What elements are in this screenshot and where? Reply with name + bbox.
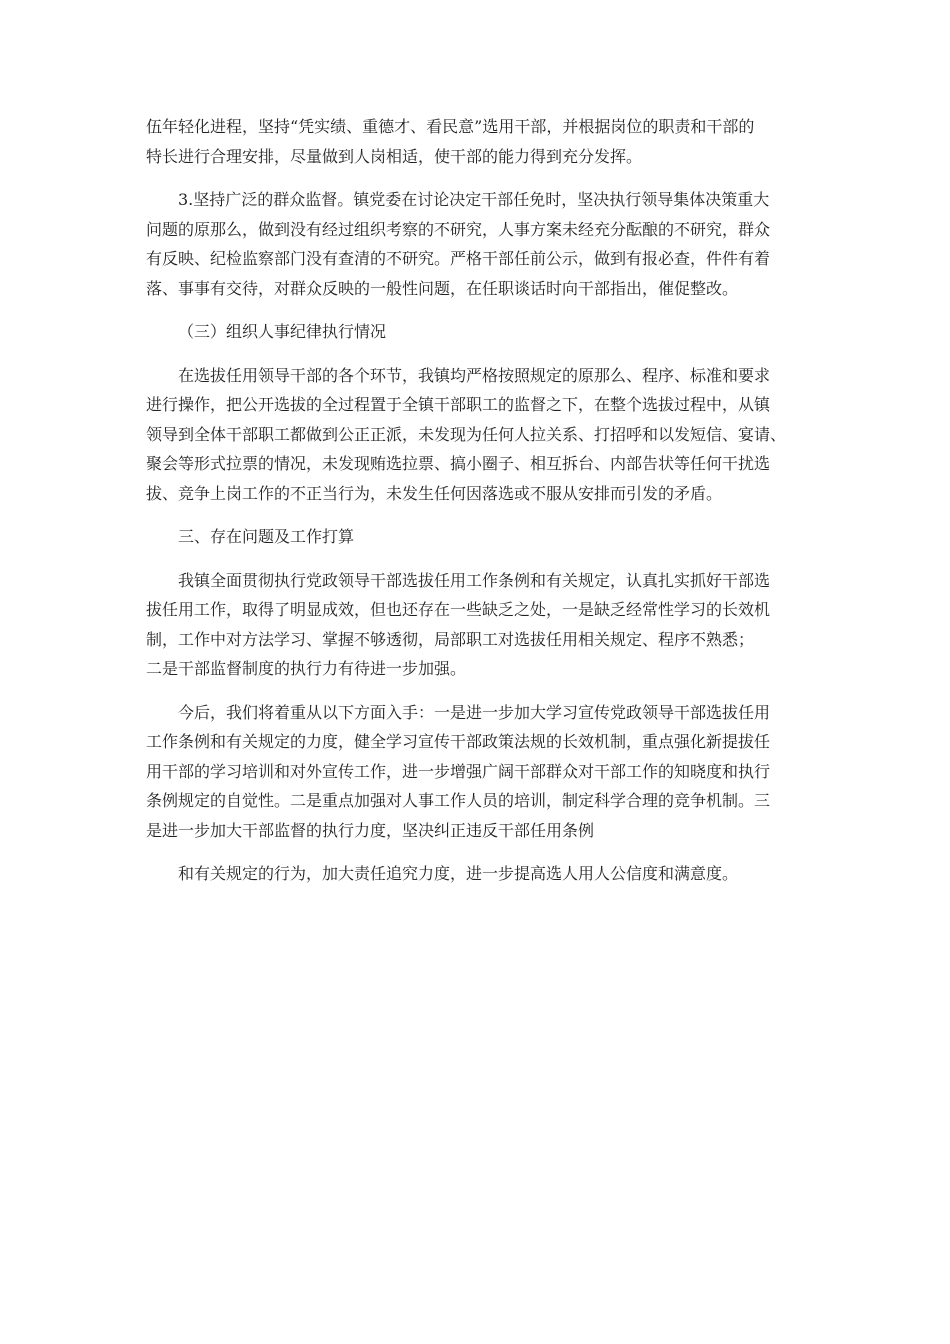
text-line: 有反映、纪检监察部门没有查清的不研究。严格干部任前公示，做到有报必查，件件有着	[146, 249, 771, 268]
text-line: 制，工作中对方法学习、掌握不够透彻，局部职工对选拔任用相关规定、程序不熟悉；	[146, 629, 755, 649]
text-line: 今后，我们将着重从以下方面入手：一是进一步加大学习宣传党政领导干部选拔任用	[178, 702, 771, 722]
text-line: 用干部的学习培训和对外宣传工作，进一步增强广阔干部群众对干部工作的知晓度和执行	[146, 761, 771, 781]
section-heading-problems-and-plans	[146, 522, 806, 552]
paragraph-cadre-selection-continued	[146, 112, 806, 171]
heading-text: 三、存在问题及工作打算	[178, 527, 355, 546]
text-line: 工作条例和有关规定的力度，健全学习宣传干部政策法规的长效机制，重点强化新提拔任	[146, 732, 771, 751]
text-line: 是进一步加大干部监督的执行力度，坚决纠正违反干部任用条例	[146, 820, 595, 840]
text-line: 问题的原那么，做到没有经过组织考察的不研究，人事方案未经充分酝酿的不研究，群众	[146, 219, 771, 239]
paragraph-mass-supervision	[146, 185, 806, 303]
paragraph-selection-process	[146, 361, 806, 509]
text-line: 在选拔任用领导干部的各个环节，我镇均严格按照规定的原那么、程序、标准和要求	[178, 365, 771, 385]
document-body	[146, 112, 806, 903]
paragraph-closing	[146, 859, 806, 889]
text-line: 3.坚持广泛的群众监督。镇党委在讨论决定干部任免时，坚决执行领导集体决策重大	[178, 190, 770, 209]
text-line: 伍年轻化进程，坚持“凭实绩、重德才、看民意”选用干部，并根据岗位的职责和干部的	[146, 117, 755, 136]
paragraph-future-plans	[146, 698, 806, 846]
text-line: 进行操作，把公开选拔的全过程置于全镇干部职工的监督之下，在整个选拔过程中，从镇	[146, 395, 771, 414]
section-heading-personnel-discipline	[146, 317, 806, 347]
text-line: 领导到全体干部职工都做到公正正派，未发现为任何人拉关系、打招呼和以发短信、宴请、	[146, 424, 787, 444]
text-line: 和有关规定的行为，加大责任追究力度，进一步提高选人用人公信度和满意度。	[178, 864, 739, 883]
text-line: 二是干部监督制度的执行力有待进一步加强。	[146, 659, 467, 678]
paragraph-existing-problems	[146, 566, 806, 684]
heading-text: （三）组织人事纪律执行情况	[178, 322, 387, 341]
text-line: 拔、竞争上岗工作的不正当行为，未发生任何因落选或不服从安排而引发的矛盾。	[146, 483, 723, 503]
text-line: 拔任用工作，取得了明显成效，但也还存在一些缺乏之处，一是缺乏经常性学习的长效机	[146, 600, 771, 619]
text-line: 落、事事有交待，对群众反映的一般性问题，在任职谈话时向干部指出，催促整改。	[146, 278, 739, 298]
text-line: 条例规定的自觉性。二是重点加强对人事工作人员的培训，制定科学合理的竞争机制。三	[146, 791, 771, 810]
text-line: 特长进行合理安排，尽量做到人岗相适，使干部的能力得到充分发挥。	[146, 146, 643, 166]
text-line: 聚会等形式拉票的情况，未发现贿选拉票、搞小圈子、相互拆台、内部告状等任何干扰选	[146, 454, 771, 473]
text-line: 我镇全面贯彻执行党政领导干部选拔任用工作条例和有关规定，认真扎实抓好干部选	[178, 570, 771, 590]
